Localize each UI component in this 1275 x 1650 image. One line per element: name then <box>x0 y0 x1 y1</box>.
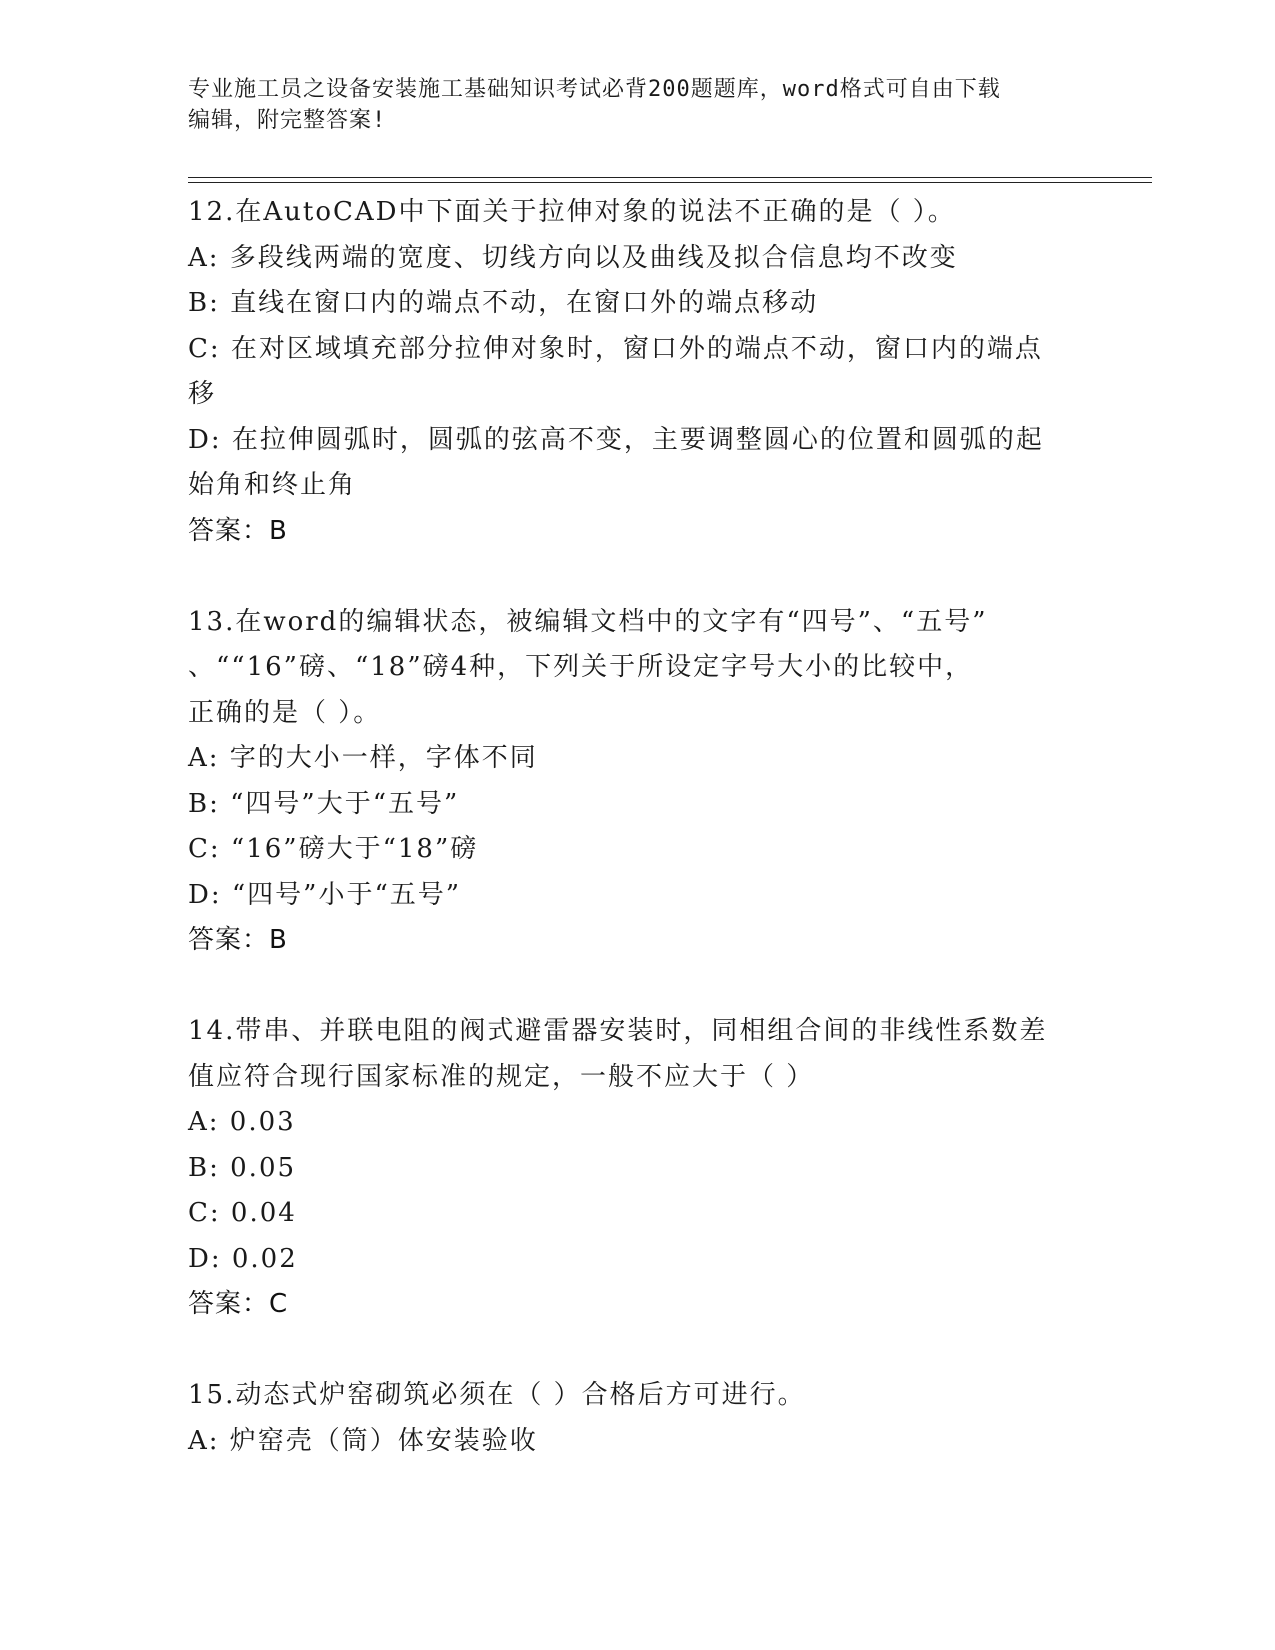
question-14-stem-line-1: 14.带串、并联电阻的阀式避雷器安装时，同相组合间的非线性系数差 <box>188 1016 1048 1046</box>
question-13-option-d: D: “四号”小于“五号” <box>188 879 462 910</box>
question-13-answer: 答案：B <box>188 925 288 955</box>
question-13-stem-line-1: 13.在word的编辑状态，被编辑文档中的文字有“四号”、“五号” <box>188 606 988 637</box>
header-title-line-1: 专业施工员之设备安装施工基础知识考试必背200题题库，word格式可自由下载 <box>188 77 1001 102</box>
question-14-option-a: A: 0.03 <box>188 1107 296 1137</box>
question-12 <box>188 190 1068 554</box>
header-title-line-2: 编辑，附完整答案! <box>188 108 387 133</box>
header-divider-bottom <box>188 182 1152 183</box>
header-divider-top <box>188 177 1152 178</box>
question-12-answer: 答案：B <box>188 515 288 546</box>
question-14-answer: 答案：C <box>188 1289 289 1319</box>
question-14 <box>188 1009 1068 1328</box>
question-13-stem-line-3: 正确的是（ ）。 <box>188 697 382 728</box>
question-list <box>188 190 1068 1464</box>
question-12-option-d: D: 在拉伸圆弧时，圆弧的弦高不变，主要调整圆心的位置和圆弧的起 <box>188 424 1044 455</box>
question-12-option-b: B: 直线在窗口内的端点不动，在窗口外的端点移动 <box>188 288 819 318</box>
question-15 <box>188 1373 1068 1464</box>
question-13-stem-line-2: 、““16”磅、“18”磅4种，下列关于所设定字号大小的比较中， <box>188 652 974 682</box>
question-12-option-d-cont: 始角和终止角 <box>188 470 357 500</box>
question-12-option-a: A: 多段线两端的宽度、切线方向以及曲线及拟合信息均不改变 <box>188 242 958 273</box>
question-13-option-c: C: “16”磅大于“18”磅 <box>188 834 479 864</box>
question-14-option-d: D: 0.02 <box>188 1243 298 1274</box>
page-header <box>188 74 1068 136</box>
question-12-option-c-cont: 移 <box>188 379 217 409</box>
question-15-stem: 15.动态式炉窑砌筑必须在（ ）合格后方可进行。 <box>188 1380 806 1410</box>
question-13 <box>188 600 1068 964</box>
question-12-stem: 12.在AutoCAD中下面关于拉伸对象的说法不正确的是（ ）。 <box>188 197 956 227</box>
question-14-option-b: B: 0.05 <box>188 1152 297 1183</box>
question-15-option-a: A: 炉窑壳（筒）体安装验收 <box>188 1425 538 1456</box>
question-14-stem-line-2: 值应符合现行国家标准的规定，一般不应大于（ ） <box>188 1061 815 1092</box>
question-12-option-c: C: 在对区域填充部分拉伸对象时，窗口外的端点不动，窗口内的端点 <box>188 333 1043 364</box>
question-14-option-c: C: 0.04 <box>188 1198 297 1228</box>
question-13-option-a: A: 字的大小一样，字体不同 <box>188 743 538 773</box>
question-13-option-b: B: “四号”大于“五号” <box>188 788 460 819</box>
